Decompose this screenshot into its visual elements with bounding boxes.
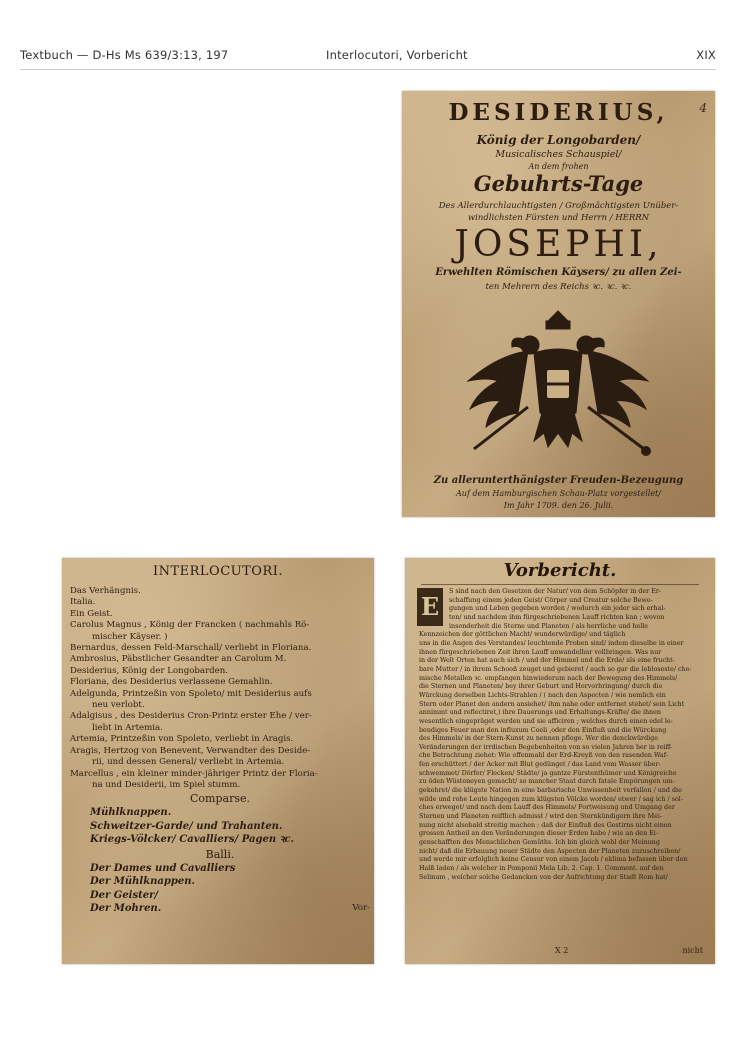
- text-line: che Betrachtung ziehet: Wie offenmahl der Erd-Kreyß von den rasenden Waf-: [419, 752, 668, 760]
- text-line: bare Mutter / in ihrem Schooß zeuget und gebieret / auch so gar die lebloseste/ che-: [419, 665, 692, 673]
- text-line: wesentlich eingepräget werden und sie afficiren ; welches durch einen edel le-: [419, 717, 673, 725]
- title-dedication-line2: windlichsten Fürsten und Herrn / HERRN: [467, 213, 650, 223]
- text-line: grossen Antheil an den Veränderungen dieser Erden habe / wie an den Ei-: [419, 830, 658, 838]
- title-genre: Musicalisches Schauspiel/: [495, 149, 622, 160]
- text-line: mische Metallen ꝛc. empfangen hinwiederum nach der Bewegung des Himmels/: [419, 674, 678, 682]
- title-emperor-line1: Erwehlten Römischen Käysers/ zu allen Zei-: [435, 267, 682, 278]
- cast-line: Bernardus, dessen Feld-Marschall/ verliebt in Floriana.: [70, 643, 312, 654]
- text-line: genschafften des Menschlichen Gemüths. Ich bin gleich wohl der Meinung: [419, 839, 660, 847]
- vorbericht-page-scan: [405, 558, 715, 964]
- catchword: Vor-: [352, 903, 370, 914]
- text-line: Selinum , welcher solche Gedancken von der Aufrichtung der Stadt Rom hat/: [419, 873, 668, 881]
- cast-line: Adelgunda, Printzeßin von Spoleto/ mit Desiderius aufs: [70, 688, 312, 699]
- balli-item: Der Dames und Cavalliers: [90, 862, 236, 874]
- catchword: nicht: [682, 946, 703, 955]
- comparse-item: Mühlknappen.: [90, 807, 172, 819]
- text-line: und werde mir erfolglich keine Censur von einem Jacob / eklima befassen über den: [419, 856, 688, 864]
- title-page-scan: [402, 91, 715, 517]
- text-line: schwemmet/ Dörfer/ Flecken/ Städte/ ja gantze Fürstenthümer und Königreiche: [419, 769, 677, 777]
- cast-line: liebt in Artemia.: [92, 722, 163, 733]
- header-rule: [20, 69, 716, 70]
- cast-line: neu verlobt.: [92, 700, 145, 711]
- cast-line: Desiderius, König der Longobarden.: [70, 665, 228, 676]
- text-line: Kennzeichen der göttlichen Macht/ wunderwürdige/ und täglich: [419, 631, 626, 639]
- cast-line: Aragis, Hertzog von Benevent, Verwandter des Deside-: [70, 745, 311, 756]
- text-line: schaffung einem jeden Geist/ Cörper und Creatur solche Bewe-: [449, 596, 653, 604]
- text-line: insonderheit die Sterne und Planeten / als herrliche und helle: [449, 622, 649, 630]
- text-line: bendiges Feuer man den influxum Coeli ,oder den Einfluß und die Würckung: [419, 726, 667, 734]
- header-section: Interlocutori, Vorbericht: [326, 48, 468, 62]
- cast-line: Ein Geist.: [70, 608, 113, 619]
- text-line: ches erweget/ und nach dem Lauff des Himmels/ Fortweisung und Umgang der: [419, 804, 675, 812]
- balli-item: [70, 902, 370, 916]
- cast-line: Italia.: [70, 597, 96, 608]
- text-line: annimmt und reflectiret,) ihre Dauerungs und Erhaltungs-Kräfte/ die ihnen: [419, 709, 661, 717]
- handwritten-page-number: 4: [699, 101, 707, 115]
- running-header: [20, 48, 716, 68]
- text-line: Halß laden / als welcher in Pomponii Mela Lib. 2. Cap. 1. Comment. auf den: [419, 865, 664, 872]
- interlocutori-title: INTERLOCUTORI.: [152, 564, 284, 579]
- cast-line: Artemia, Printzeßin von Spoleto, verliebt in Aragis.: [70, 734, 294, 745]
- text-line: gungen und Leben gegeben worden / wodurch ein jeder sich erhal-: [449, 605, 666, 613]
- cast-line: Das Verhängnis.: [70, 586, 141, 596]
- comparse-item: Schweitzer-Garde/ und Trahanten.: [90, 820, 283, 832]
- title-emperor-line2: ten Mehrern des Reichs ꝛc. ꝛc. ꝛc.: [485, 282, 632, 292]
- title-josephi: JOSEPHI,: [454, 224, 663, 265]
- balli-item: Der Mühlknappen.: [90, 876, 195, 888]
- text-line: ihnen fürgeschriebenen Zeit ihren Lauff unwandelbar vollbringen. Was nur: [419, 648, 662, 656]
- text-line: des Himmels/ in der Stern-Kunst zu nennen pflege. Wer die denckwürdige: [419, 735, 658, 743]
- vorbericht-title: Vorbericht.: [503, 560, 617, 581]
- cast-line: Floriana, des Desiderius verlassene Gemahlin.: [70, 677, 273, 688]
- title-homage-line: Zu allerunterthänigster Freuden-Bezeugung: [433, 475, 684, 486]
- text-line: Sternen und Planeten reifflich admisst / wird den Sternkündigern ihre Mei-: [419, 813, 662, 821]
- cast-line: Adalgisus , des Desiderius Cron-Printz erster Ehe / ver-: [70, 711, 312, 722]
- title-venue-line: Auf dem Hamburgischen Schau-Platz vorgestellet/: [456, 489, 661, 498]
- title-date-line: Im Jahr 1709. den 26. Julii.: [503, 501, 614, 510]
- text-line: zu öden Wüsteneyen gemacht/ so mancher Staat durch fatale Empörungen um-: [419, 778, 675, 786]
- text-line: Veränderungen der irrdischen Begebenheiten von so vielen Jahren her in reiff-: [419, 743, 673, 751]
- signature-mark: X 2: [555, 946, 569, 955]
- text-line: Würckung derselben Lichts-Strahlen / ( nach den Aspecten / wie nemlich ein: [419, 691, 666, 699]
- header-page-number: XIX: [696, 48, 716, 62]
- text-line: Stern oder Planet den andern ansiehet/ ihm nahe oder entfernet stehet/ sein Licht: [419, 700, 685, 708]
- header-source: Textbuch — D-Hs Ms 639/3:13, 197: [20, 48, 229, 62]
- text-line: fen erschüttert / der Acker mit Blut gedünget / das Land vom Wasser über-: [419, 761, 661, 769]
- title-occasion-intro: An dem frohen: [528, 162, 589, 171]
- title-subtitle-konig: König der Longobarden/: [476, 133, 641, 147]
- interlocutori-page-scan: [62, 558, 374, 964]
- title-gebuhrts-tage: Gebuhrts-Tage: [473, 171, 644, 196]
- cast-line: mischer Käyser. ): [92, 631, 168, 642]
- text-line: S sind nach den Gesetzen der Natur/ von dem Schöpfer in der Er-: [449, 588, 662, 595]
- cast-line: Marcellus , ein kleiner minder-jähriger Printz der Floria-: [70, 768, 318, 779]
- comparse-heading: Comparse.: [190, 792, 250, 806]
- text-line: in der Welt Orten hat auch sich / und der Himmel und die Erde/ als eine frucht-: [419, 657, 675, 665]
- text-line: uns in die Augen des Verstandes/ leuchtende Proben sind/ indem dieselbe in einer: [419, 639, 684, 647]
- decorated-initial: E: [417, 588, 443, 626]
- cast-line: Ambrosius, Päbstlicher Gesandter an Carolum M.: [70, 654, 287, 665]
- cast-line: Carolus Magnus , König der Francken ( nachmahls Rö-: [70, 620, 310, 631]
- comparse-item: Kriegs-Völcker/ Cavalliers/ Pagen ꝛc.: [90, 834, 294, 846]
- imperial-eagle-icon: [458, 299, 658, 469]
- cast-line: rii, und dessen General/ verliebt in Artemia.: [92, 757, 285, 768]
- title-dedication-line1: Des Allerdurchlauchtigsten / Großmächtigsten Unüber-: [438, 201, 679, 211]
- cast-line: na und Desiderii, im Spiel stumm.: [92, 779, 241, 790]
- balli-heading: Balli.: [205, 847, 235, 861]
- cast-list: [70, 586, 370, 916]
- text-line: gekehret/ die klügste Nation in eine barbarische Unwissenheit verfallen / und die: [419, 787, 682, 795]
- text-line: die Sternen und Planeten/ bey ihrer Geburt und Hervorbringung/ durch die: [419, 683, 663, 691]
- text-line: ten/ und nachdem ihm fürgeschriebenen Lauff richten kan ; wovon: [449, 613, 665, 621]
- text-line: wilde und rohe Leute hingegen zum klügsten Völcke worden/ etwer / sag ich / sol-: [419, 795, 683, 803]
- vorbericht-body: [419, 588, 705, 882]
- title-rule: [421, 584, 699, 585]
- text-line: nung nicht alsobald streitig machen ; daß der Einfluß des Gestirns nicht einen: [419, 821, 672, 829]
- balli-item: Der Geister/: [90, 889, 159, 901]
- title-desiderius: DESIDERIUS,: [448, 99, 669, 126]
- balli-item-text: Der Mohren.: [90, 903, 162, 915]
- text-line: nicht/ daß die Erbauung neuer Städte den Aspecten der Planeten zuzuschreiben/: [419, 847, 681, 855]
